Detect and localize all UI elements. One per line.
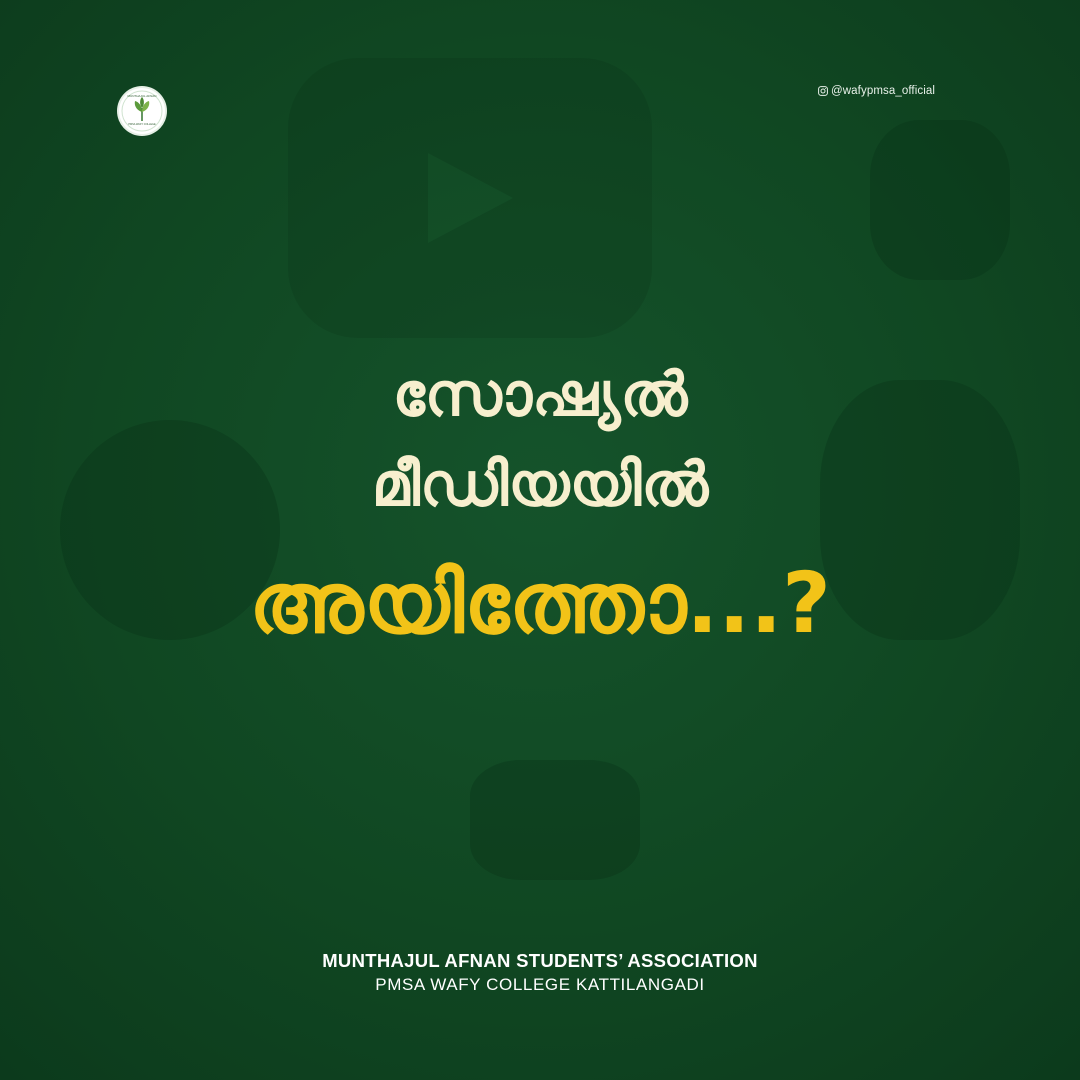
background-decoration [470,760,640,880]
play-button-watermark-icon [278,48,662,348]
handle-text: @wafypmsa_official [831,85,936,97]
organization-name: MUNTHAJUL AFNAN STUDENTS’ ASSOCIATION [322,950,758,971]
headline-line-2: മീഡിയയിൽ [371,450,709,520]
instagram-icon [818,86,828,96]
background-decoration [870,120,1010,280]
headline-line-1: സോഷ്യൽ [392,360,688,430]
logo-top-text: MUNTHAJUL AFNAN [127,94,157,98]
college-name: PMSA WAFY COLLEGE KATTILANGADI [375,975,705,994]
association-logo [119,88,165,134]
logo-bottom-text: PMSA WAFY COLLEGE [128,123,156,126]
headline-line-3: അയിത്തോ...? [249,554,831,652]
instagram-handle[interactable] [818,82,935,100]
